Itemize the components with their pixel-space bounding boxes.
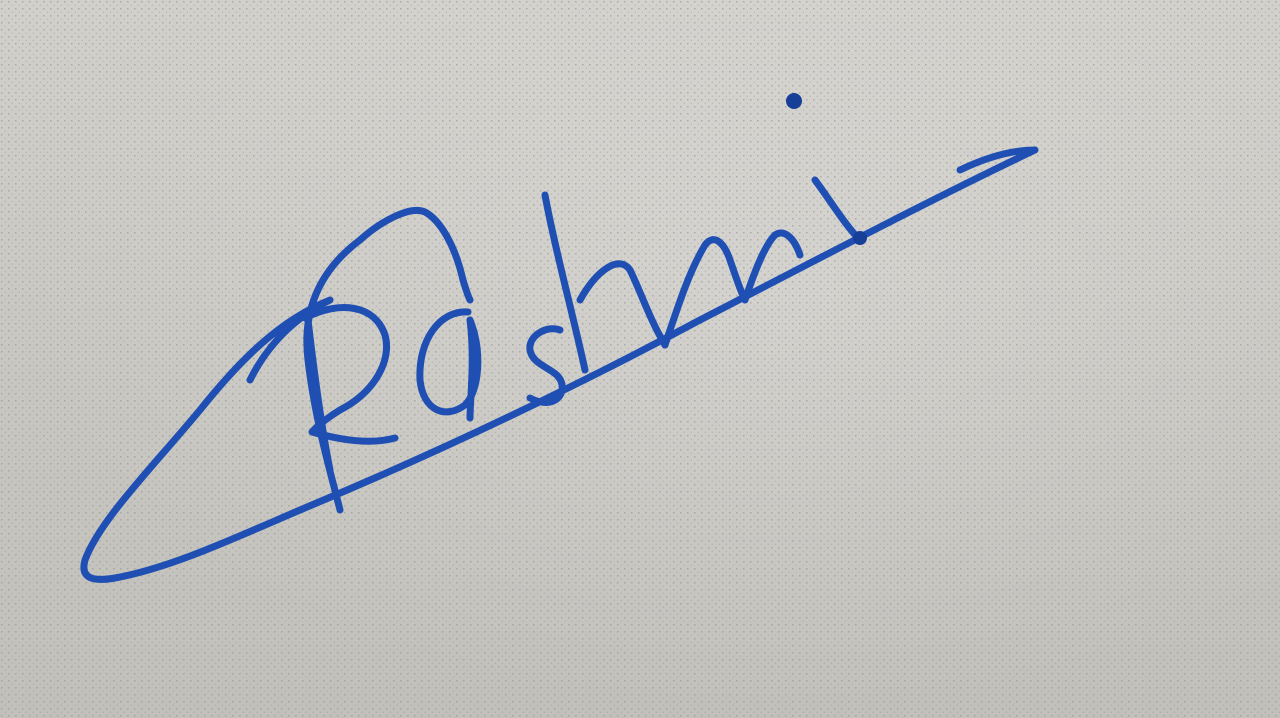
signature-letter-i (815, 180, 860, 240)
signature-letter-r (305, 308, 395, 470)
signature-i-dot (786, 93, 802, 109)
signature-letter-a (420, 312, 478, 418)
signature-letter-h (545, 195, 665, 370)
signature-ink-blob (853, 231, 867, 245)
signature-left-swoop (84, 300, 330, 579)
